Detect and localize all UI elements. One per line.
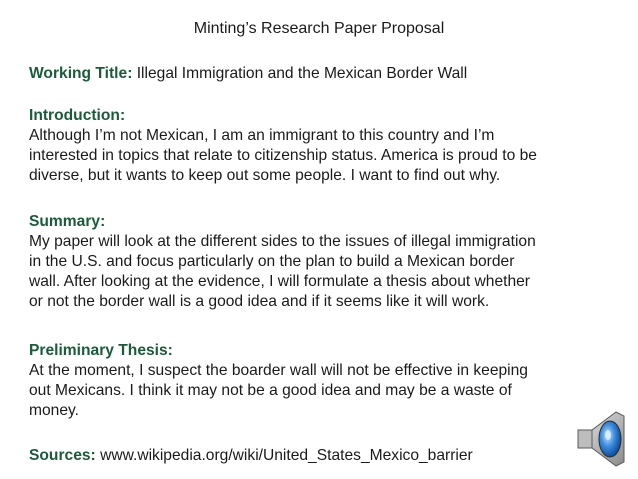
summary-section — [29, 212, 629, 312]
introduction-line: Although I’m not Mexican, I am an immigrant to this country and I’m — [29, 127, 495, 144]
thesis-section — [29, 341, 629, 421]
introduction-line: interested in topics that relate to citizenship status. America is proud to be — [29, 147, 537, 164]
summary-line: or not the border wall is a good idea and if it seems like it will work. — [29, 293, 490, 310]
thesis-line: out Mexicans. I think it may not be a good idea and may be a waste of — [29, 382, 512, 399]
introduction-line: diverse, but it wants to keep out some people. I want to find out why. — [29, 167, 501, 184]
summary-label: Summary: — [29, 213, 106, 230]
sources-link[interactable]: www.wikipedia.org/wiki/United_States_Mexico_barrier — [95, 447, 473, 464]
working-title-label: Working Title: — [29, 65, 133, 82]
page-title: Minting’s Research Paper Proposal — [193, 20, 445, 37]
thesis-line: At the moment, I suspect the boarder wall will not be effective in keeping — [29, 362, 528, 379]
sources-section — [29, 446, 629, 466]
introduction-label: Introduction: — [29, 107, 126, 124]
sources-label: Sources: — [29, 447, 96, 464]
speaker-icon-graphic — [570, 408, 632, 470]
thesis-label: Preliminary Thesis: — [29, 342, 173, 359]
summary-line: My paper will look at the different sides to the issues of illegal immigration — [29, 233, 536, 250]
introduction-section — [29, 106, 629, 186]
summary-line: in the U.S. and focus particularly on the plan to build a Mexican border — [29, 253, 515, 270]
summary-line: wall. After looking at the evidence, I will formulate a thesis about whether — [29, 273, 531, 290]
working-title-value: Illegal Immigration and the Mexican Border Wall — [132, 65, 468, 82]
speaker-icon[interactable] — [570, 408, 632, 470]
working-title-section — [29, 64, 629, 84]
thesis-line: money. — [29, 402, 79, 419]
